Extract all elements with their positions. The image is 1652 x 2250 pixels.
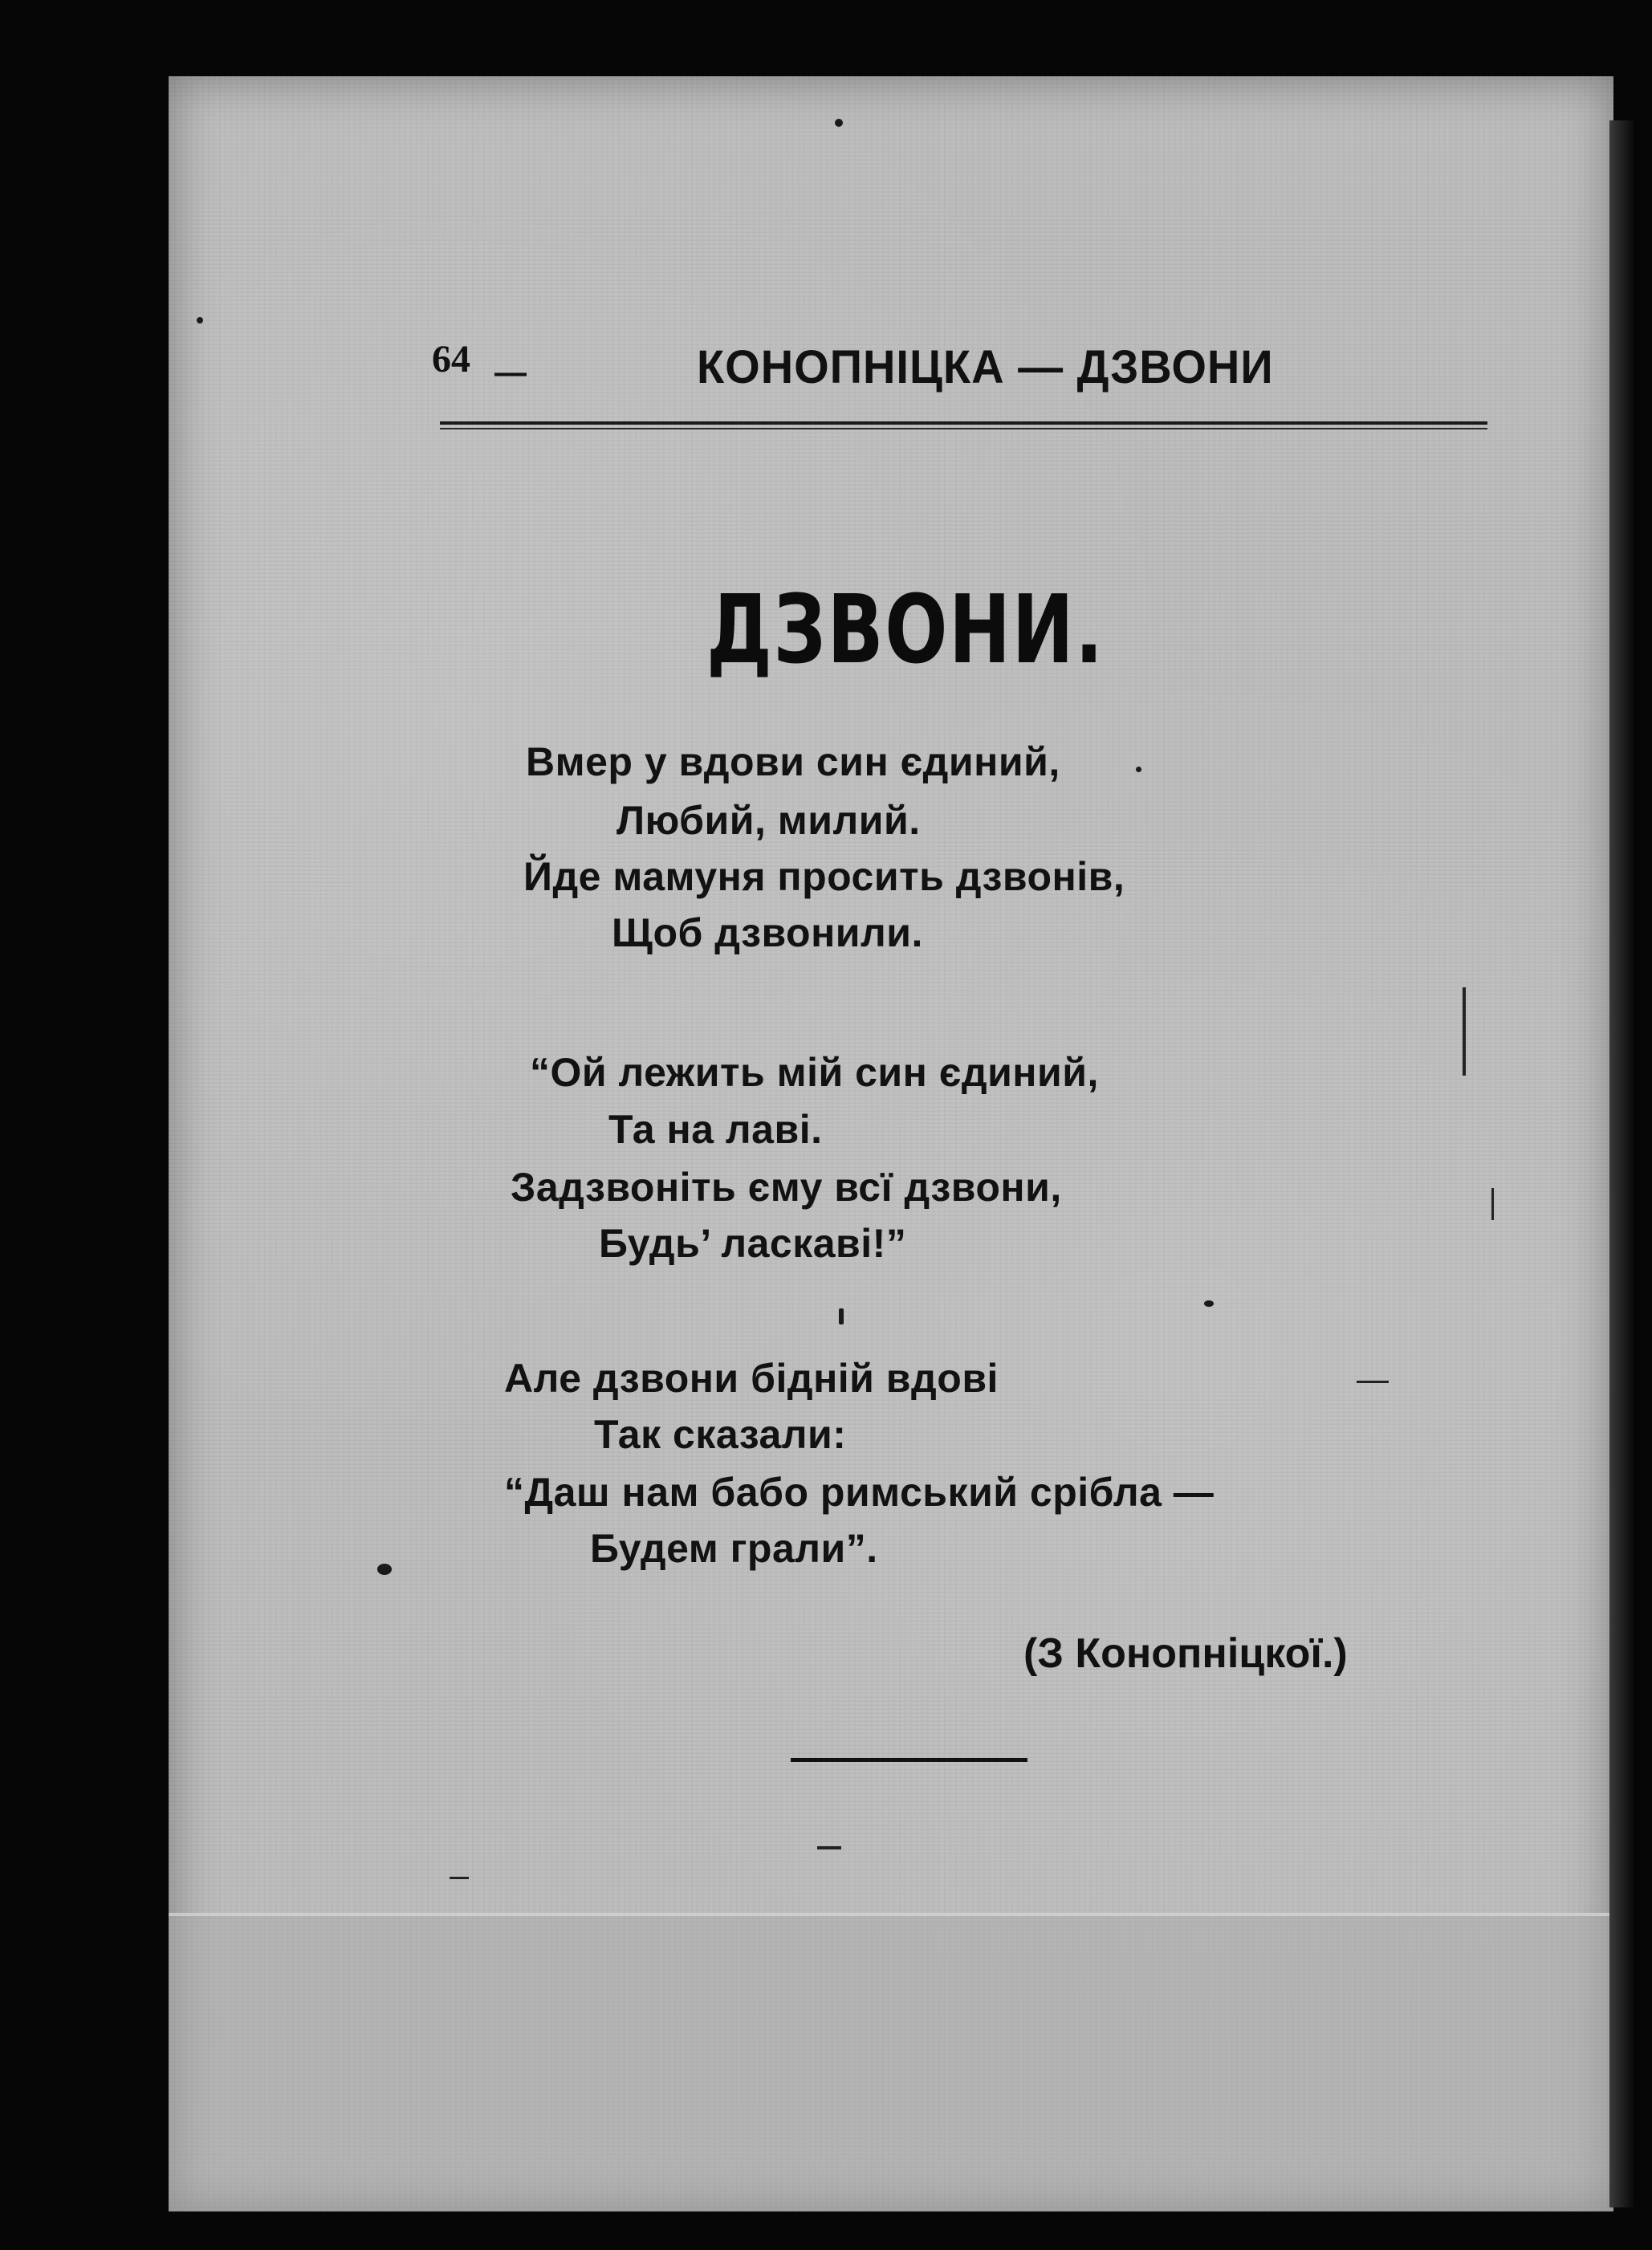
dust-speck — [197, 317, 203, 323]
poem-title: ДЗВОНИ. — [706, 574, 1105, 685]
dust-speck — [1204, 1300, 1214, 1307]
scratch-mark — [450, 1877, 469, 1879]
poem-line: “Даш нам бабо римський срібла — — [504, 1470, 1215, 1515]
dust-speck — [1136, 767, 1141, 772]
poem-line: Вмер у вдови син єдиний, — [526, 739, 1060, 784]
page-number: 64 — [432, 338, 470, 380]
poem-line: Але дзвони бідній вдові — [504, 1356, 999, 1401]
scratch-mark — [817, 1846, 841, 1849]
poem-line: Задзвоніть єму всї дзвони, — [511, 1165, 1062, 1210]
header-dash: — — [494, 355, 527, 390]
dust-speck — [377, 1564, 392, 1575]
poem-line: Любий, милий. — [616, 798, 921, 843]
poem-line: Щоб дзвонили. — [612, 910, 923, 955]
running-head: КОНОПНІЦКА — ДЗВОНИ — [697, 340, 1274, 393]
end-rule — [791, 1758, 1027, 1762]
scratch-mark — [1463, 987, 1466, 1076]
dust-speck — [839, 1308, 844, 1324]
dust-speck — [835, 119, 843, 127]
poem-line: Будем грали”. — [590, 1526, 878, 1571]
poem-line: Будь’ ласкаві!” — [599, 1221, 907, 1266]
scratch-mark — [1491, 1188, 1494, 1220]
poem-line: Та на лаві. — [608, 1107, 823, 1152]
attribution: (З Конопніцкої.) — [1023, 1630, 1348, 1677]
scratch-mark — [1357, 1381, 1389, 1383]
poem-line: Так сказали: — [594, 1412, 847, 1457]
poem-line: “Ой лежить мій син єдиний, — [530, 1050, 1099, 1095]
poem-line: Йде мамуня просить дзвонів, — [523, 854, 1125, 899]
